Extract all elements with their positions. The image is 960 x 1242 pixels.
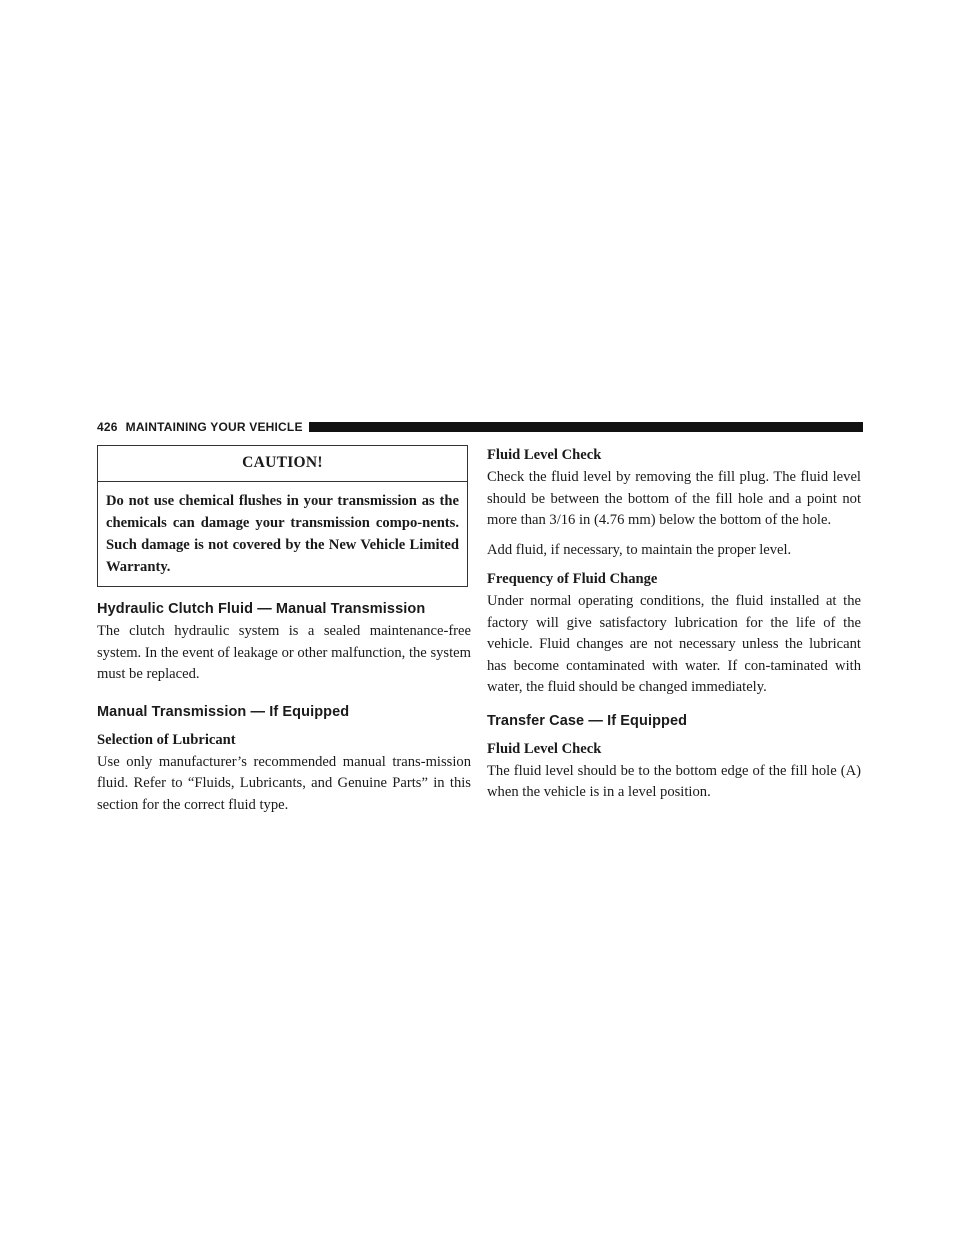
add-fluid-text: Add fluid, if necessary, to maintain the proper level. xyxy=(487,541,792,558)
transfer-case-fluid-level-heading: Fluid Level Check xyxy=(487,740,602,757)
selection-of-lubricant-text: Use only manufacturer’s recommended manual trans-mission fluid. Refer to “Fluids, Lubricants, and Genuine Parts” in this section for the correct fluid type. xyxy=(97,753,471,813)
right-column xyxy=(487,445,861,812)
caution-text: Do not use chemical flushes in your transmission as the chemicals can damage your transmission compo-nents. Such damage is not covered by the New Vehicle Limited Warranty. xyxy=(106,493,459,575)
section-title: MAINTAINING YOUR VEHICLE xyxy=(125,420,303,434)
transfer-case-fluid-level-text: The fluid level should be to the bottom edge of the fill hole (A) when the vehicle is in a level position. xyxy=(487,762,861,800)
left-column xyxy=(97,445,471,824)
page-header xyxy=(97,419,863,435)
transfer-case-heading: Transfer Case — If Equipped xyxy=(487,712,688,729)
page-number: 426 xyxy=(97,420,118,434)
hydraulic-clutch-text: The clutch hydraulic system is a sealed maintenance-free system. In the event of leakage or other malfunction, the system must be replaced. xyxy=(97,623,471,682)
fluid-level-check-text: Check the fluid level by removing the fill plug. The fluid level should be between the bottom of the fill hole and a point not more than 3/16 in (4.76 mm) below the bottom of the hole. xyxy=(487,469,861,528)
frequency-of-fluid-change-text: Under normal operating conditions, the fluid installed at the factory will give satisfactory lubrication for the life of the vehicle. Fluid changes are not necessary unless the lubricant has become contaminated with water. If con-taminated with water, the fluid should be changed immediately. xyxy=(487,593,861,695)
manual-transmission-heading: Manual Transmission — If Equipped xyxy=(97,703,350,720)
caution-title: CAUTION! xyxy=(98,446,467,482)
header-rule xyxy=(309,422,863,432)
frequency-of-fluid-change-heading: Frequency of Fluid Change xyxy=(487,571,658,587)
caution-box xyxy=(97,445,468,587)
selection-of-lubricant-heading: Selection of Lubricant xyxy=(97,731,236,748)
hydraulic-clutch-heading: Hydraulic Clutch Fluid — Manual Transmission xyxy=(97,601,426,617)
fluid-level-check-heading: Fluid Level Check xyxy=(487,447,602,463)
